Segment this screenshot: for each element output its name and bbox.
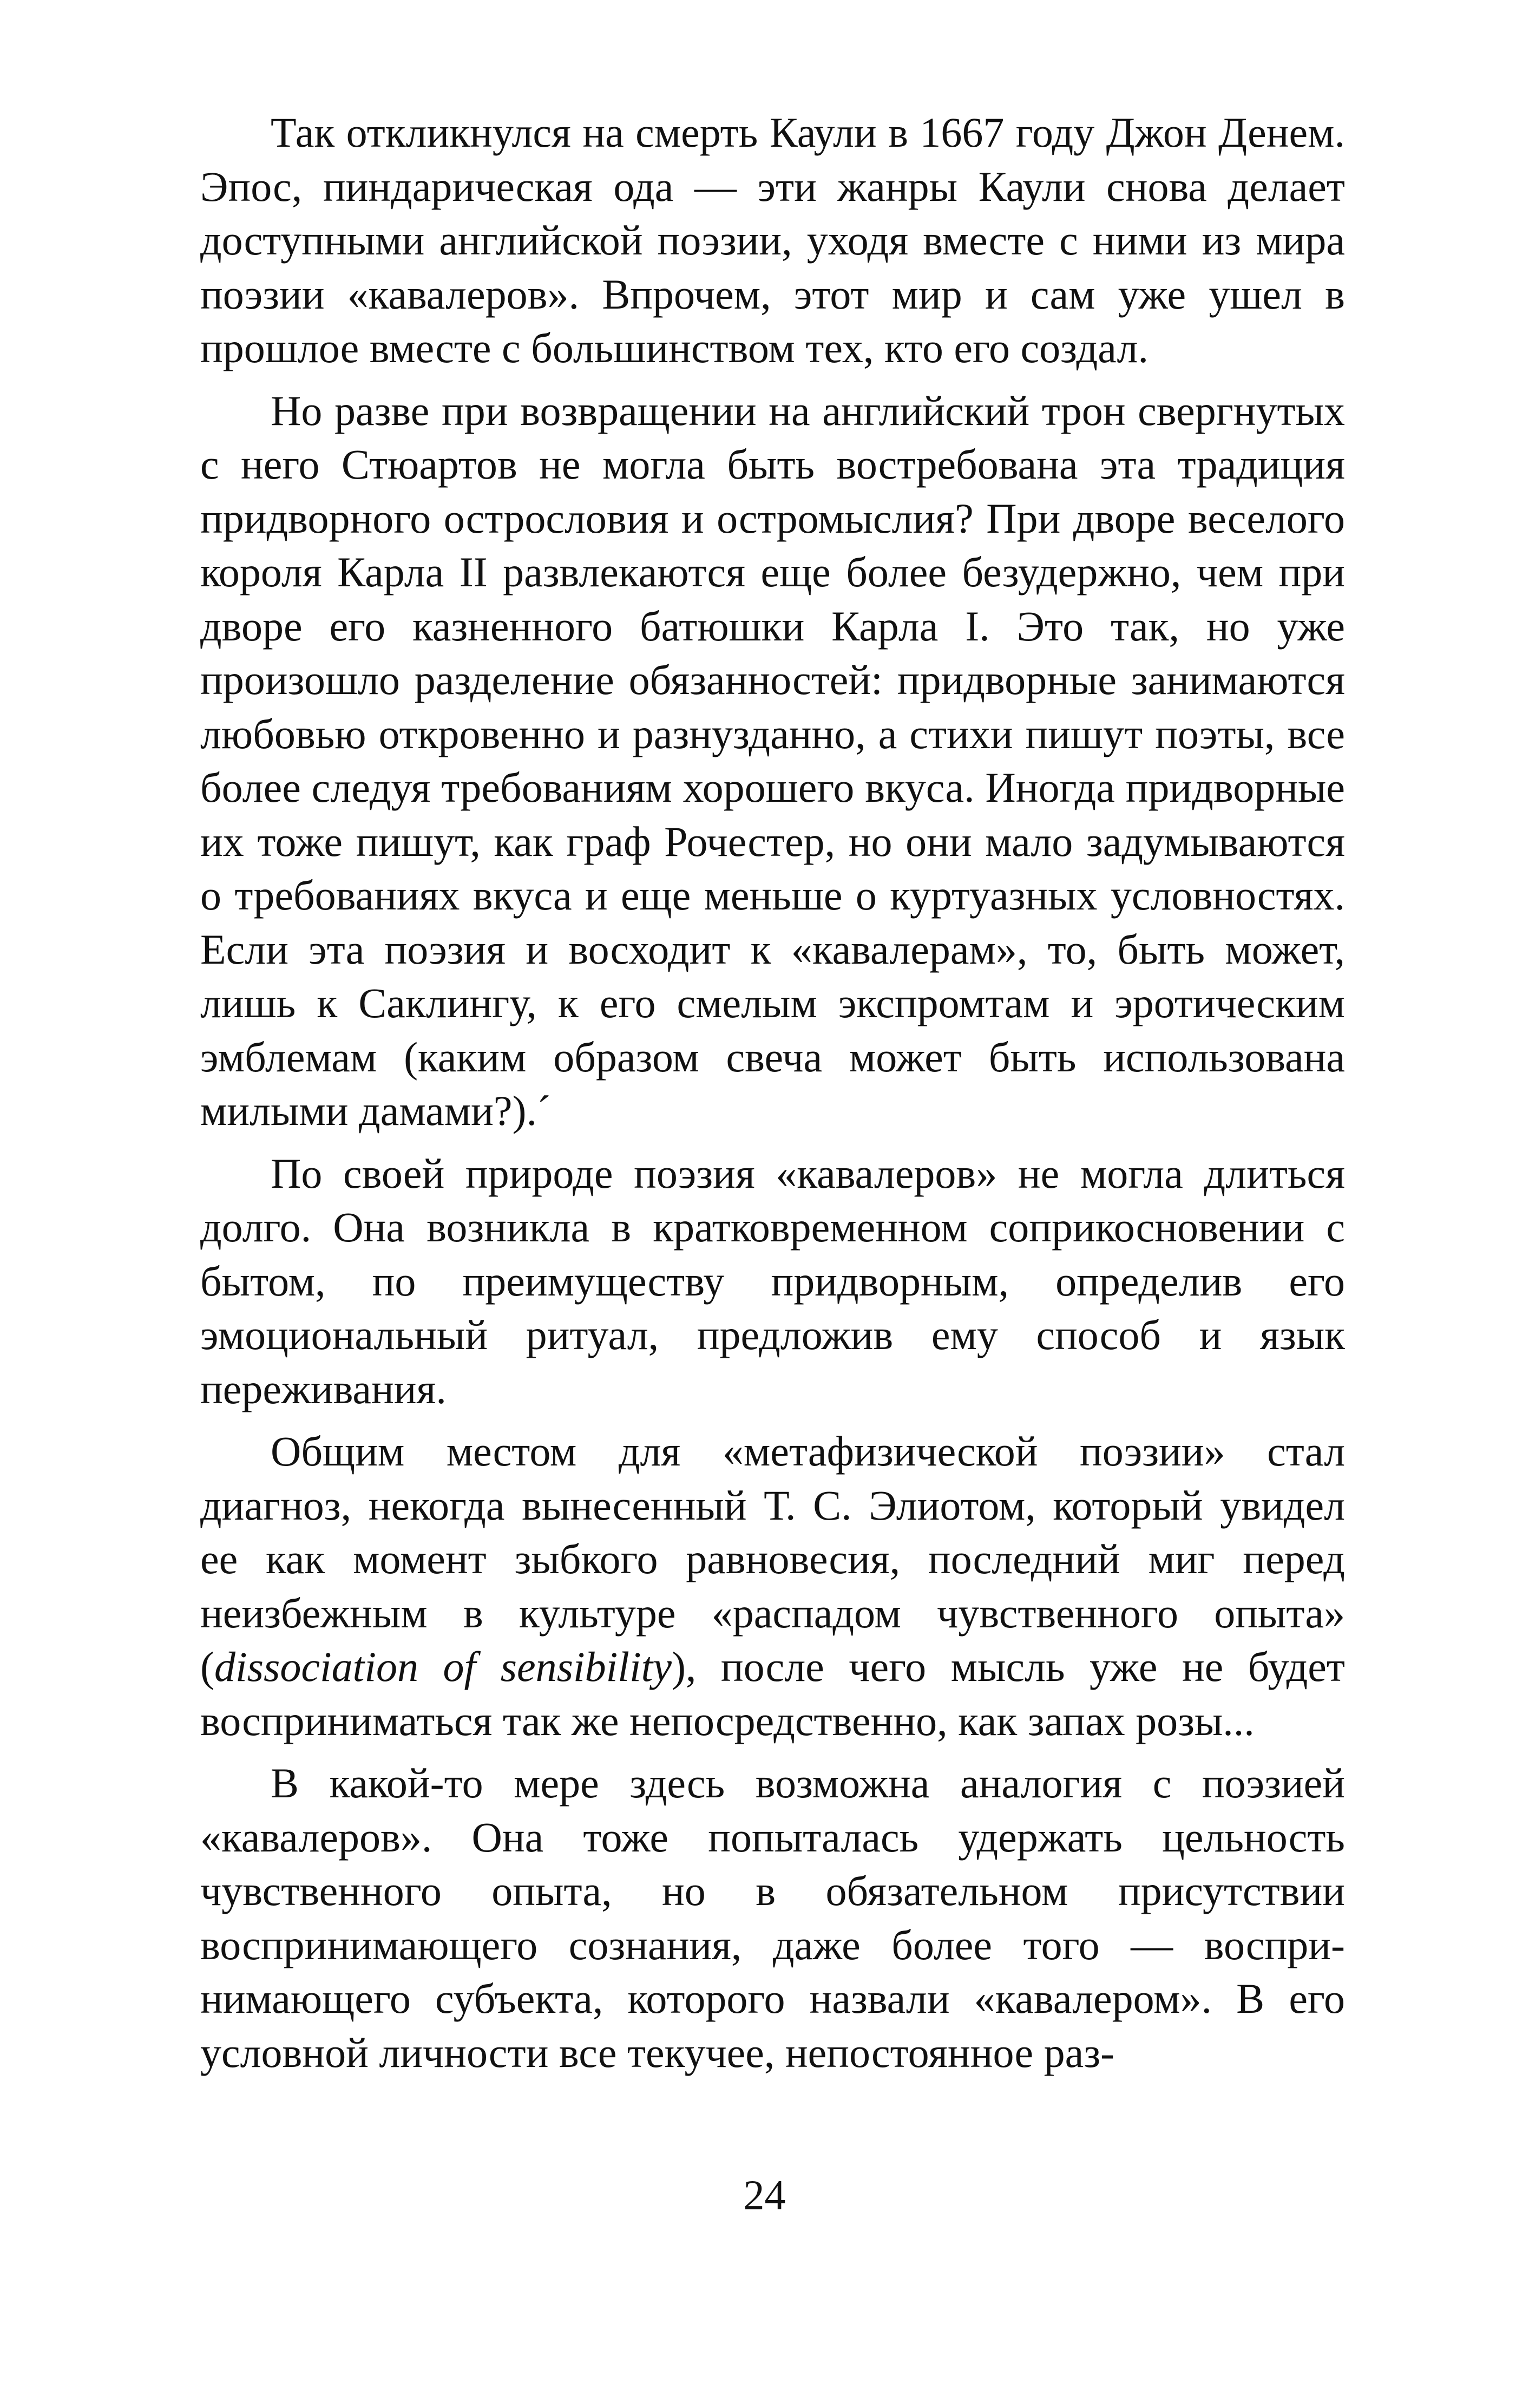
- page-body: [200, 106, 1345, 2079]
- paragraph-3: По своей природе поэзия «кавалеров» не могла длиться долго. Она возникла в кратковременном соприкосновении с бытом, по преимуществу придворным, определив его эмоциональный ритуал, предложив ему способ и язык переживания.: [200, 1149, 1345, 1412]
- paragraph-1: Так откликнулся на смерть Каули в 1667 году Джон Денем. Эпос, пиндарическая ода — эти жанры Каули снова делает доступными английской поэзии, уходя вместе с ними из мира поэзии «кавалеров». Впрочем, этот мир и сам уже ушел в прошлое вместе с большинством тех, кто его создал.: [200, 109, 1345, 371]
- page-number: 24: [743, 2171, 786, 2219]
- paragraph-4-text-before: Общим местом для «метафизической поэзии» стал диагноз, некогда вынесенный Т. С. Элиотом, который увидел ее как момент зыбкого равновесия, последний миг перед неизбежным в культуре «распадом чувственного опыта» (: [200, 1428, 1345, 1690]
- paragraph-4: [200, 1424, 1345, 1748]
- paragraph-5: В какой-то мере здесь возможна аналогия с поэзией «кавалеров». Она тоже попыталась удержать цельность чувственного опыта, но в обязательном присутствии воспринимающего сознания, даже более того — воспринимающего субъекта, которого назвали «кавалером». В его условной личности все текучее, непостоянное раз-: [200, 1759, 1345, 2076]
- paragraph-4-text-after: ), после чего мысль уже не будет восприниматься так же непосредственно, как запах розы...: [200, 1643, 1345, 1744]
- paragraph-2: Но разве при возвращении на английский трон свергнутых с него Стюартов не могла быть востребована эта традиция придворного остроcловия и остромыслия? При дворе веселого короля Карла II развлекаются еще более безудержно, чем при дворе его казненного батюшки Карла I. Это так, но уже произошло разделение обязанностей: придворные занимаются любовью откровенно и разнузданно, а стихи пишут поэты, все более следуя требованиям хорошего вкуса. Иногда придворные их тоже пишут, как граф Рочестер, но они мало задумываются о требованиях вкуса и еще меньше о куртуазных условностях. Если эта поэзия и восходит к «кавалерам», то, быть может, лишь к Саклингу, к его смелым экспромтам и эротическим эмблемам (каким образом свеча может быть использована милыми дамами?).´: [200, 387, 1345, 1134]
- paragraph-4-italic-term: dissociation of sensibility: [214, 1643, 672, 1690]
